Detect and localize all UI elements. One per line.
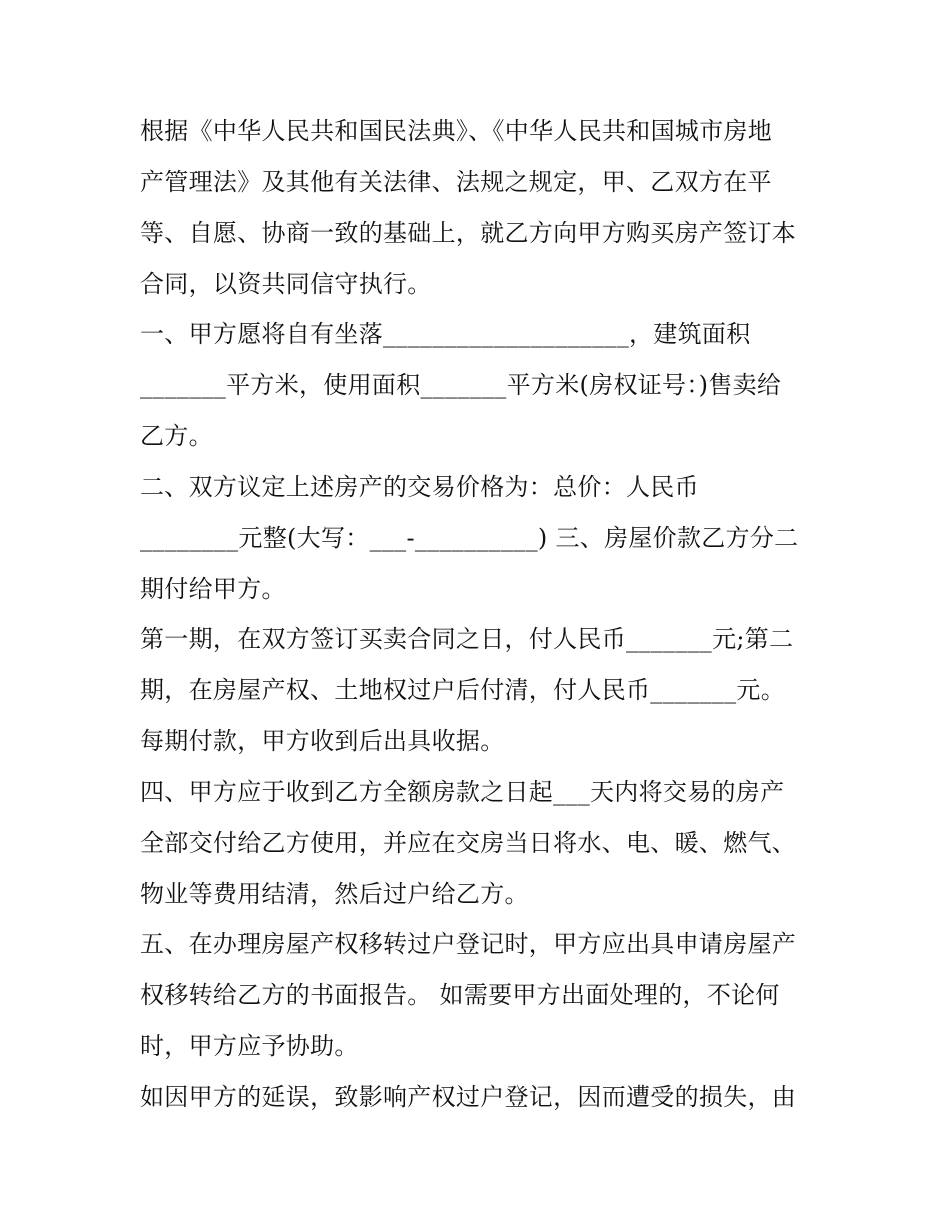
text-line: 全部交付给乙方使用，并应在交房当日将水、电、暖、燃气、 [140,829,797,857]
text-line: 二、双方议定上述房产的交易价格为：总价：人民币 [140,473,699,501]
text-line: 乙方。 [140,422,213,450]
text-line: 根据《中华人民共和国民法典》、《中华人民共和国城市房地 [140,117,773,145]
text-line: 合同，以资共同信守执行。 [140,270,432,298]
text-line: 时，甲方应予协助。 [140,1032,359,1060]
text-line: 物业等费用结清，然后过户给乙方。 [140,880,529,908]
text-line: 五、在办理房屋产权移转过户登记时，甲方应出具申请房屋产 [140,930,797,958]
text-line: 期，在房屋产权、土地权过户后付清，付人民币_______元。 [140,676,785,704]
text-line: 期付给甲方。 [140,575,286,603]
text-line: 每期付款，甲方收到后出具收据。 [140,727,505,755]
text-line: ________元整(大写：___-__________) 三、房屋价款乙方分二 [140,524,799,552]
text-line: _______平方米，使用面积_______平方米(房权证号：)售卖给 [140,371,782,399]
text-line: 权移转给乙方的书面报告。 如需要甲方出面处理的，不论何 [140,981,780,1009]
text-line: 四、甲方应于收到乙方全额房款之日起___天内将交易的房产 [140,778,785,806]
text-line: 等、自愿、协商一致的基础上，就乙方向甲方购买房产签订本 [140,219,797,247]
text-line: 产管理法》及其他有关法律、法规之规定，甲、乙双方在平 [140,168,772,196]
text-line: 如因甲方的延误，致影响产权过户登记，因而遭受的损失，由 [140,1083,797,1111]
text-line: 第一期，在双方签订买卖合同之日，付人民币_______元;第二 [140,625,794,653]
text-line: 一、甲方愿将自有坐落____________________，建筑面积 [140,320,751,348]
